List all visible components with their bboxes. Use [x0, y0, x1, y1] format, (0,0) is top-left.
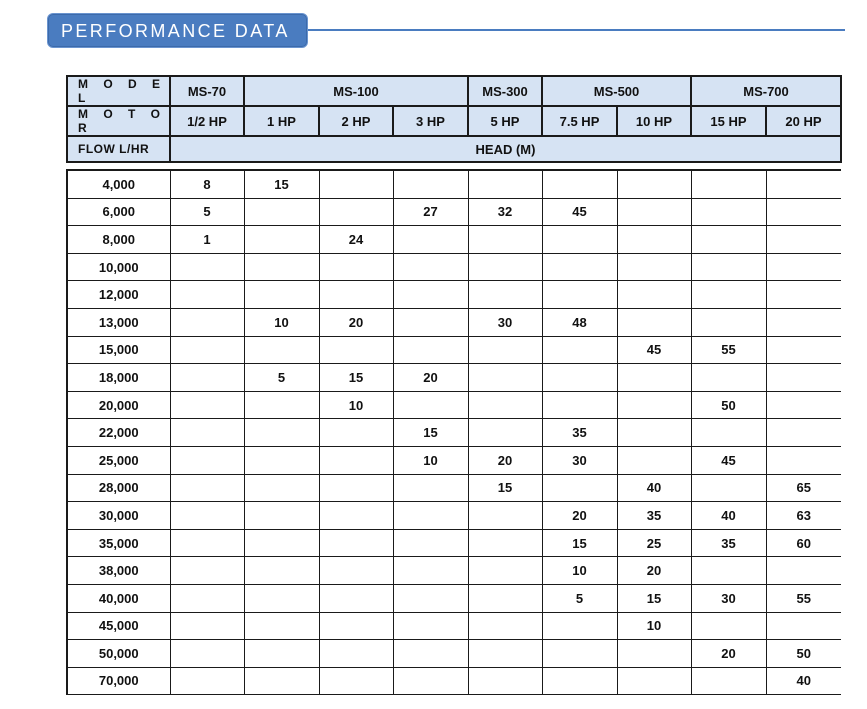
- head-cell: [766, 226, 841, 254]
- head-cell: 30: [468, 308, 542, 336]
- head-cell: [393, 584, 468, 612]
- head-cell: 65: [766, 474, 841, 502]
- table-row: [67, 584, 841, 612]
- head-cell: [468, 612, 542, 640]
- head-cell: [766, 391, 841, 419]
- head-cell: [319, 198, 393, 226]
- head-cell: [319, 502, 393, 530]
- head-label: HEAD (M): [170, 136, 841, 162]
- head-cell: [617, 446, 691, 474]
- table-row: [67, 364, 841, 392]
- head-cell: [691, 557, 766, 585]
- motor-row: [67, 106, 841, 136]
- head-cell: [691, 612, 766, 640]
- head-cell: [393, 529, 468, 557]
- flow-cell: 28,000: [67, 474, 170, 502]
- model-cell: MS-100: [244, 76, 468, 106]
- head-cell: 50: [691, 391, 766, 419]
- head-cell: 30: [542, 446, 617, 474]
- head-cell: [244, 612, 319, 640]
- head-cell: [170, 391, 244, 419]
- head-cell: [617, 198, 691, 226]
- table-row: [67, 308, 841, 336]
- head-cell: [244, 640, 319, 668]
- head-cell: [170, 446, 244, 474]
- head-cell: [393, 170, 468, 198]
- flow-cell: 70,000: [67, 667, 170, 695]
- head-cell: [542, 474, 617, 502]
- head-cell: [468, 502, 542, 530]
- motor-cell: 20 HP: [766, 106, 841, 136]
- head-cell: 45: [542, 198, 617, 226]
- head-cell: [170, 253, 244, 281]
- head-cell: [617, 226, 691, 254]
- motor-cell: 15 HP: [691, 106, 766, 136]
- flow-cell: 18,000: [67, 364, 170, 392]
- head-cell: [691, 364, 766, 392]
- table-row: [67, 446, 841, 474]
- head-cell: 5: [542, 584, 617, 612]
- motor-cell: 2 HP: [319, 106, 393, 136]
- model-cell: MS-700: [691, 76, 841, 106]
- head-cell: 45: [617, 336, 691, 364]
- head-cell: [244, 557, 319, 585]
- head-cell: [542, 336, 617, 364]
- head-cell: [542, 667, 617, 695]
- head-cell: 63: [766, 502, 841, 530]
- table-row: [67, 529, 841, 557]
- head-cell: [766, 198, 841, 226]
- head-cell: [170, 502, 244, 530]
- head-cell: [691, 308, 766, 336]
- head-cell: 20: [319, 308, 393, 336]
- head-cell: [468, 557, 542, 585]
- head-cell: [244, 391, 319, 419]
- head-cell: [244, 198, 319, 226]
- model-cell: MS-300: [468, 76, 542, 106]
- table-row: [67, 419, 841, 447]
- flow-cell: 4,000: [67, 170, 170, 198]
- head-cell: 8: [170, 170, 244, 198]
- head-cell: 55: [766, 584, 841, 612]
- head-cell: 25: [617, 529, 691, 557]
- head-cell: 5: [170, 198, 244, 226]
- head-cell: [393, 391, 468, 419]
- head-cell: [468, 584, 542, 612]
- section-title: PERFORMANCE DATA: [61, 21, 290, 41]
- head-cell: 40: [691, 502, 766, 530]
- head-cell: 5: [244, 364, 319, 392]
- head-cell: 27: [393, 198, 468, 226]
- head-cell: [170, 557, 244, 585]
- head-cell: [691, 474, 766, 502]
- head-cell: [617, 170, 691, 198]
- table-row: [67, 170, 841, 198]
- head-cell: [468, 281, 542, 309]
- head-cell: [393, 281, 468, 309]
- head-cell: 15: [393, 419, 468, 447]
- table-row: [67, 336, 841, 364]
- head-cell: [319, 612, 393, 640]
- head-cell: [691, 198, 766, 226]
- head-cell: 15: [468, 474, 542, 502]
- head-cell: [319, 446, 393, 474]
- head-cell: 10: [319, 391, 393, 419]
- head-cell: 10: [542, 557, 617, 585]
- head-cell: [319, 584, 393, 612]
- head-cell: [766, 170, 841, 198]
- section-banner: [47, 13, 308, 48]
- head-cell: [393, 612, 468, 640]
- head-cell: [244, 281, 319, 309]
- head-cell: 50: [766, 640, 841, 668]
- head-cell: [244, 253, 319, 281]
- head-cell: [319, 640, 393, 668]
- head-cell: 10: [244, 308, 319, 336]
- head-cell: [319, 170, 393, 198]
- flow-cell: 20,000: [67, 391, 170, 419]
- head-cell: [766, 336, 841, 364]
- model-cell: MS-500: [542, 76, 691, 106]
- head-cell: [393, 226, 468, 254]
- head-cell: [542, 253, 617, 281]
- head-cell: [244, 529, 319, 557]
- head-cell: [617, 391, 691, 419]
- head-cell: 32: [468, 198, 542, 226]
- head-cell: 10: [617, 612, 691, 640]
- head-cell: [319, 529, 393, 557]
- model-label: M O D E L: [67, 76, 170, 106]
- head-cell: [244, 446, 319, 474]
- table-row: [67, 281, 841, 309]
- head-cell: [468, 640, 542, 668]
- head-cell: [244, 419, 319, 447]
- head-cell: [393, 640, 468, 668]
- head-cell: [170, 612, 244, 640]
- motor-cell: 3 HP: [393, 106, 468, 136]
- head-cell: [244, 502, 319, 530]
- head-cell: 20: [468, 446, 542, 474]
- table-row: [67, 198, 841, 226]
- head-cell: [170, 640, 244, 668]
- flow-cell: 22,000: [67, 419, 170, 447]
- head-cell: 30: [691, 584, 766, 612]
- head-cell: 1: [170, 226, 244, 254]
- flow-label: FLOW L/HR: [67, 136, 170, 162]
- flow-cell: 35,000: [67, 529, 170, 557]
- head-cell: [393, 474, 468, 502]
- head-cell: [170, 667, 244, 695]
- head-cell: [542, 226, 617, 254]
- head-cell: [393, 557, 468, 585]
- model-cell: MS-70: [170, 76, 244, 106]
- head-cell: [468, 170, 542, 198]
- flow-cell: 40,000: [67, 584, 170, 612]
- head-cell: [170, 474, 244, 502]
- head-cell: [170, 364, 244, 392]
- head-cell: 20: [691, 640, 766, 668]
- head-cell: [542, 364, 617, 392]
- head-cell: [244, 226, 319, 254]
- head-cell: [766, 253, 841, 281]
- head-cell: [244, 474, 319, 502]
- head-cell: [170, 308, 244, 336]
- head-cell: [468, 419, 542, 447]
- flow-cell: 50,000: [67, 640, 170, 668]
- head-cell: [617, 253, 691, 281]
- head-cell: [393, 336, 468, 364]
- flow-cell: 6,000: [67, 198, 170, 226]
- head-cell: [766, 612, 841, 640]
- head-cell: [766, 364, 841, 392]
- head-cell: 48: [542, 308, 617, 336]
- head-cell: [542, 391, 617, 419]
- motor-cell: 1/2 HP: [170, 106, 244, 136]
- head-cell: [617, 640, 691, 668]
- flow-cell: 38,000: [67, 557, 170, 585]
- head-cell: 35: [691, 529, 766, 557]
- head-cell: 15: [617, 584, 691, 612]
- head-cell: [170, 529, 244, 557]
- head-cell: [766, 308, 841, 336]
- head-cell: 40: [766, 667, 841, 695]
- table-row: [67, 474, 841, 502]
- flow-cell: 13,000: [67, 308, 170, 336]
- head-cell: [393, 308, 468, 336]
- head-cell: [393, 502, 468, 530]
- table-row: [67, 640, 841, 668]
- head-cell: [319, 336, 393, 364]
- head-cell: 15: [542, 529, 617, 557]
- head-cell: [617, 308, 691, 336]
- motor-cell: 5 HP: [468, 106, 542, 136]
- flow-cell: 15,000: [67, 336, 170, 364]
- head-cell: 40: [617, 474, 691, 502]
- head-cell: [542, 281, 617, 309]
- head-cell: [170, 336, 244, 364]
- head-cell: [244, 336, 319, 364]
- head-cell: [319, 253, 393, 281]
- head-cell: 60: [766, 529, 841, 557]
- head-cell: [691, 253, 766, 281]
- head-cell: 35: [542, 419, 617, 447]
- head-cell: [766, 446, 841, 474]
- head-cell: [393, 253, 468, 281]
- motor-label: M O T O R: [67, 106, 170, 136]
- head-cell: 15: [244, 170, 319, 198]
- head-cell: 20: [542, 502, 617, 530]
- head-cell: [691, 281, 766, 309]
- table-row: [67, 667, 841, 695]
- table-row: [67, 612, 841, 640]
- head-cell: [766, 281, 841, 309]
- head-cell: [319, 667, 393, 695]
- head-cell: [468, 364, 542, 392]
- head-cell: [766, 419, 841, 447]
- head-cell: [468, 391, 542, 419]
- head-cell: [468, 253, 542, 281]
- head-cell: [468, 667, 542, 695]
- head-cell: [691, 170, 766, 198]
- flow-head-row: [67, 136, 841, 162]
- head-cell: 10: [393, 446, 468, 474]
- head-cell: 20: [393, 364, 468, 392]
- head-cell: [468, 226, 542, 254]
- table-row: [67, 253, 841, 281]
- head-cell: [691, 419, 766, 447]
- flow-cell: 30,000: [67, 502, 170, 530]
- head-cell: [170, 281, 244, 309]
- head-cell: [766, 557, 841, 585]
- section-divider-line: [300, 29, 845, 31]
- performance-header-table: [66, 75, 842, 163]
- head-cell: 35: [617, 502, 691, 530]
- head-cell: 24: [319, 226, 393, 254]
- head-cell: [617, 281, 691, 309]
- motor-cell: 7.5 HP: [542, 106, 617, 136]
- flow-cell: 45,000: [67, 612, 170, 640]
- head-cell: [170, 419, 244, 447]
- head-cell: 20: [617, 557, 691, 585]
- head-cell: [691, 226, 766, 254]
- head-cell: [468, 529, 542, 557]
- flow-cell: 12,000: [67, 281, 170, 309]
- head-cell: [170, 584, 244, 612]
- head-cell: [542, 612, 617, 640]
- head-cell: [542, 170, 617, 198]
- flow-cell: 8,000: [67, 226, 170, 254]
- table-row: [67, 391, 841, 419]
- head-cell: [542, 640, 617, 668]
- table-row: [67, 557, 841, 585]
- motor-cell: 1 HP: [244, 106, 319, 136]
- head-cell: [617, 419, 691, 447]
- head-cell: 45: [691, 446, 766, 474]
- table-row: [67, 502, 841, 530]
- head-cell: [244, 667, 319, 695]
- head-cell: [319, 557, 393, 585]
- flow-cell: 10,000: [67, 253, 170, 281]
- head-cell: [319, 419, 393, 447]
- head-cell: 15: [319, 364, 393, 392]
- head-cell: [244, 584, 319, 612]
- head-cell: [617, 364, 691, 392]
- performance-data-table: [66, 169, 841, 695]
- head-cell: [319, 281, 393, 309]
- table-row: [67, 226, 841, 254]
- head-cell: [468, 336, 542, 364]
- head-cell: [393, 667, 468, 695]
- motor-cell: 10 HP: [617, 106, 691, 136]
- head-cell: [319, 474, 393, 502]
- flow-cell: 25,000: [67, 446, 170, 474]
- head-cell: [617, 667, 691, 695]
- head-cell: 55: [691, 336, 766, 364]
- model-row: [67, 76, 841, 106]
- head-cell: [691, 667, 766, 695]
